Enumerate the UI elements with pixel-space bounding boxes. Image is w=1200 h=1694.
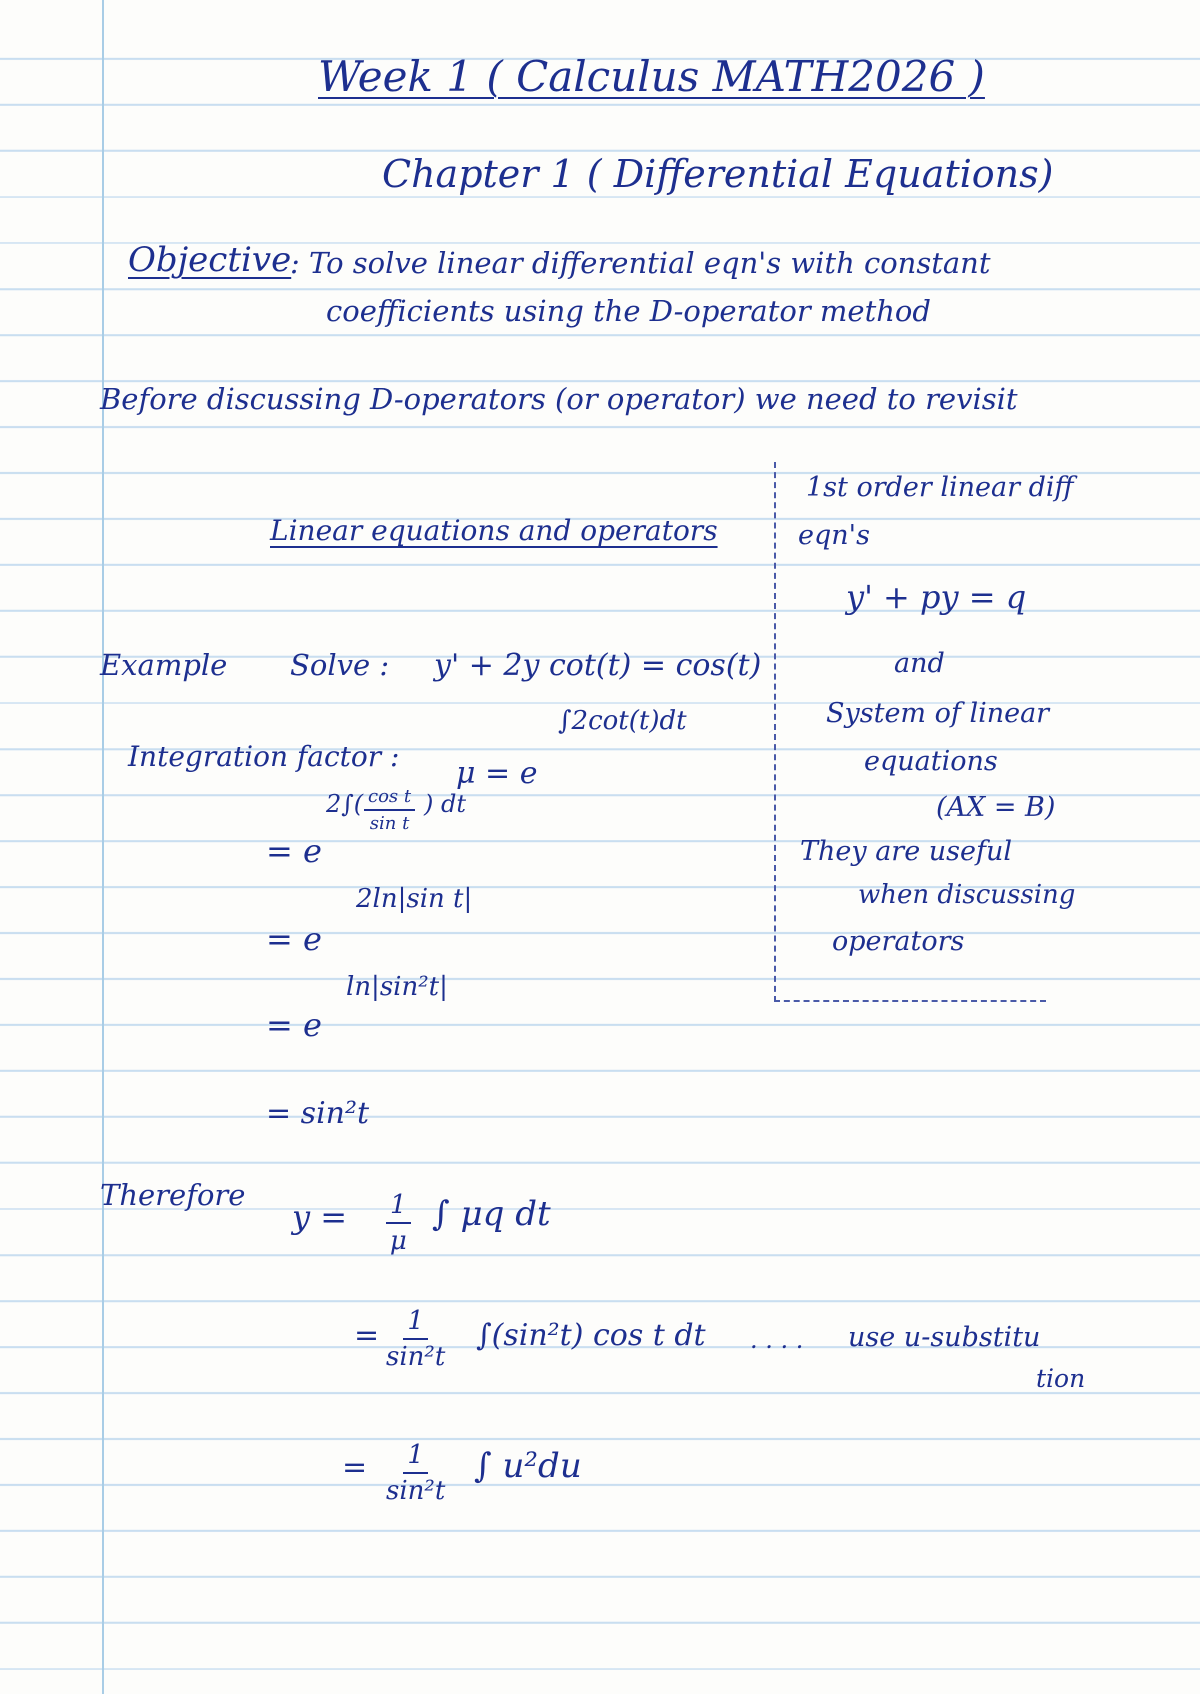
- ellipsis: . . . .: [750, 1326, 804, 1354]
- mu-exponent: ∫2cot(t)dt: [558, 706, 687, 736]
- side-note-line-5: (AX = B): [936, 792, 1056, 823]
- therefore-label: Therefore: [100, 1178, 246, 1212]
- fraction-3: [386, 1440, 445, 1506]
- fraction-2-denominator: sin²t: [386, 1342, 446, 1372]
- integral-2: ∫(sin²t) cos t dt: [476, 1318, 706, 1353]
- intro-line: Before discussing D-operators (or operator) we need to revisit: [100, 382, 1018, 416]
- step-1-exp-numerator: cos t: [364, 786, 415, 811]
- fraction-1-numerator: 1: [386, 1190, 411, 1224]
- side-note-line-1: 1st order linear diff: [806, 472, 1074, 503]
- objective-label: Objective: [128, 240, 292, 280]
- side-note-formula: y' + py = q: [846, 578, 1027, 616]
- page-title: Week 1 ( Calculus MATH2026 ): [318, 52, 985, 101]
- side-note-line-8: operators: [832, 926, 965, 957]
- example-equation: y' + 2y cot(t) = cos(t): [434, 648, 762, 683]
- integral-1: ∫ μq dt: [432, 1194, 551, 1234]
- therefore-y-equals: y =: [292, 1198, 348, 1236]
- step-1-exp-fraction: [364, 786, 415, 834]
- step-3-exponent: ln|sin²t|: [346, 972, 448, 1002]
- step-4: = sin²t: [266, 1096, 370, 1131]
- step-1-exp-pre: 2∫(: [326, 790, 364, 818]
- fraction-3-numerator: 1: [403, 1440, 428, 1474]
- u-substitution-note-1: use u-substitu: [848, 1322, 1041, 1353]
- side-note-line-4: equations: [864, 746, 998, 777]
- side-note-line-3: System of linear: [826, 698, 1050, 729]
- step-3-base: = e: [266, 1006, 322, 1044]
- example-solve: Solve :: [290, 648, 390, 682]
- example-label: Example: [100, 648, 228, 682]
- objective-line-1: : To solve linear differential eqn's with constant: [290, 246, 991, 280]
- integral-3: ∫ u²du: [474, 1446, 582, 1486]
- section-heading: Linear equations and operators: [270, 514, 718, 547]
- side-note-bottom-rule: [774, 1000, 1046, 1002]
- step-1-exp-post: ) dt: [424, 790, 466, 818]
- chapter-heading: Chapter 1 ( Differential Equations): [382, 152, 1054, 196]
- mu-equation: μ = e: [456, 756, 538, 791]
- u-substitution-note-2: tion: [1036, 1364, 1086, 1393]
- step-2-base: = e: [266, 920, 322, 958]
- integration-factor-label: Integration factor :: [128, 740, 400, 773]
- side-note-and: and: [894, 648, 945, 679]
- side-note-line-7: when discussing: [858, 880, 1076, 910]
- fraction-1: [386, 1190, 411, 1256]
- side-note-line-6: They are useful: [800, 836, 1013, 867]
- side-note-line-2: eqn's: [798, 520, 870, 551]
- fraction-2-numerator: 1: [403, 1306, 428, 1340]
- step-1-exp-denominator: sin t: [369, 813, 410, 834]
- equals-2: =: [354, 1318, 380, 1353]
- step-1-base: = e: [266, 832, 322, 870]
- fraction-2: [386, 1306, 445, 1372]
- side-note-divider: [774, 462, 776, 1002]
- fraction-3-denominator: sin²t: [386, 1476, 446, 1506]
- equals-3: =: [342, 1450, 368, 1485]
- step-2-exponent: 2ln|sin t|: [356, 884, 473, 914]
- objective-line-2: coefficients using the D-operator method: [326, 294, 931, 328]
- fraction-1-denominator: μ: [389, 1226, 407, 1256]
